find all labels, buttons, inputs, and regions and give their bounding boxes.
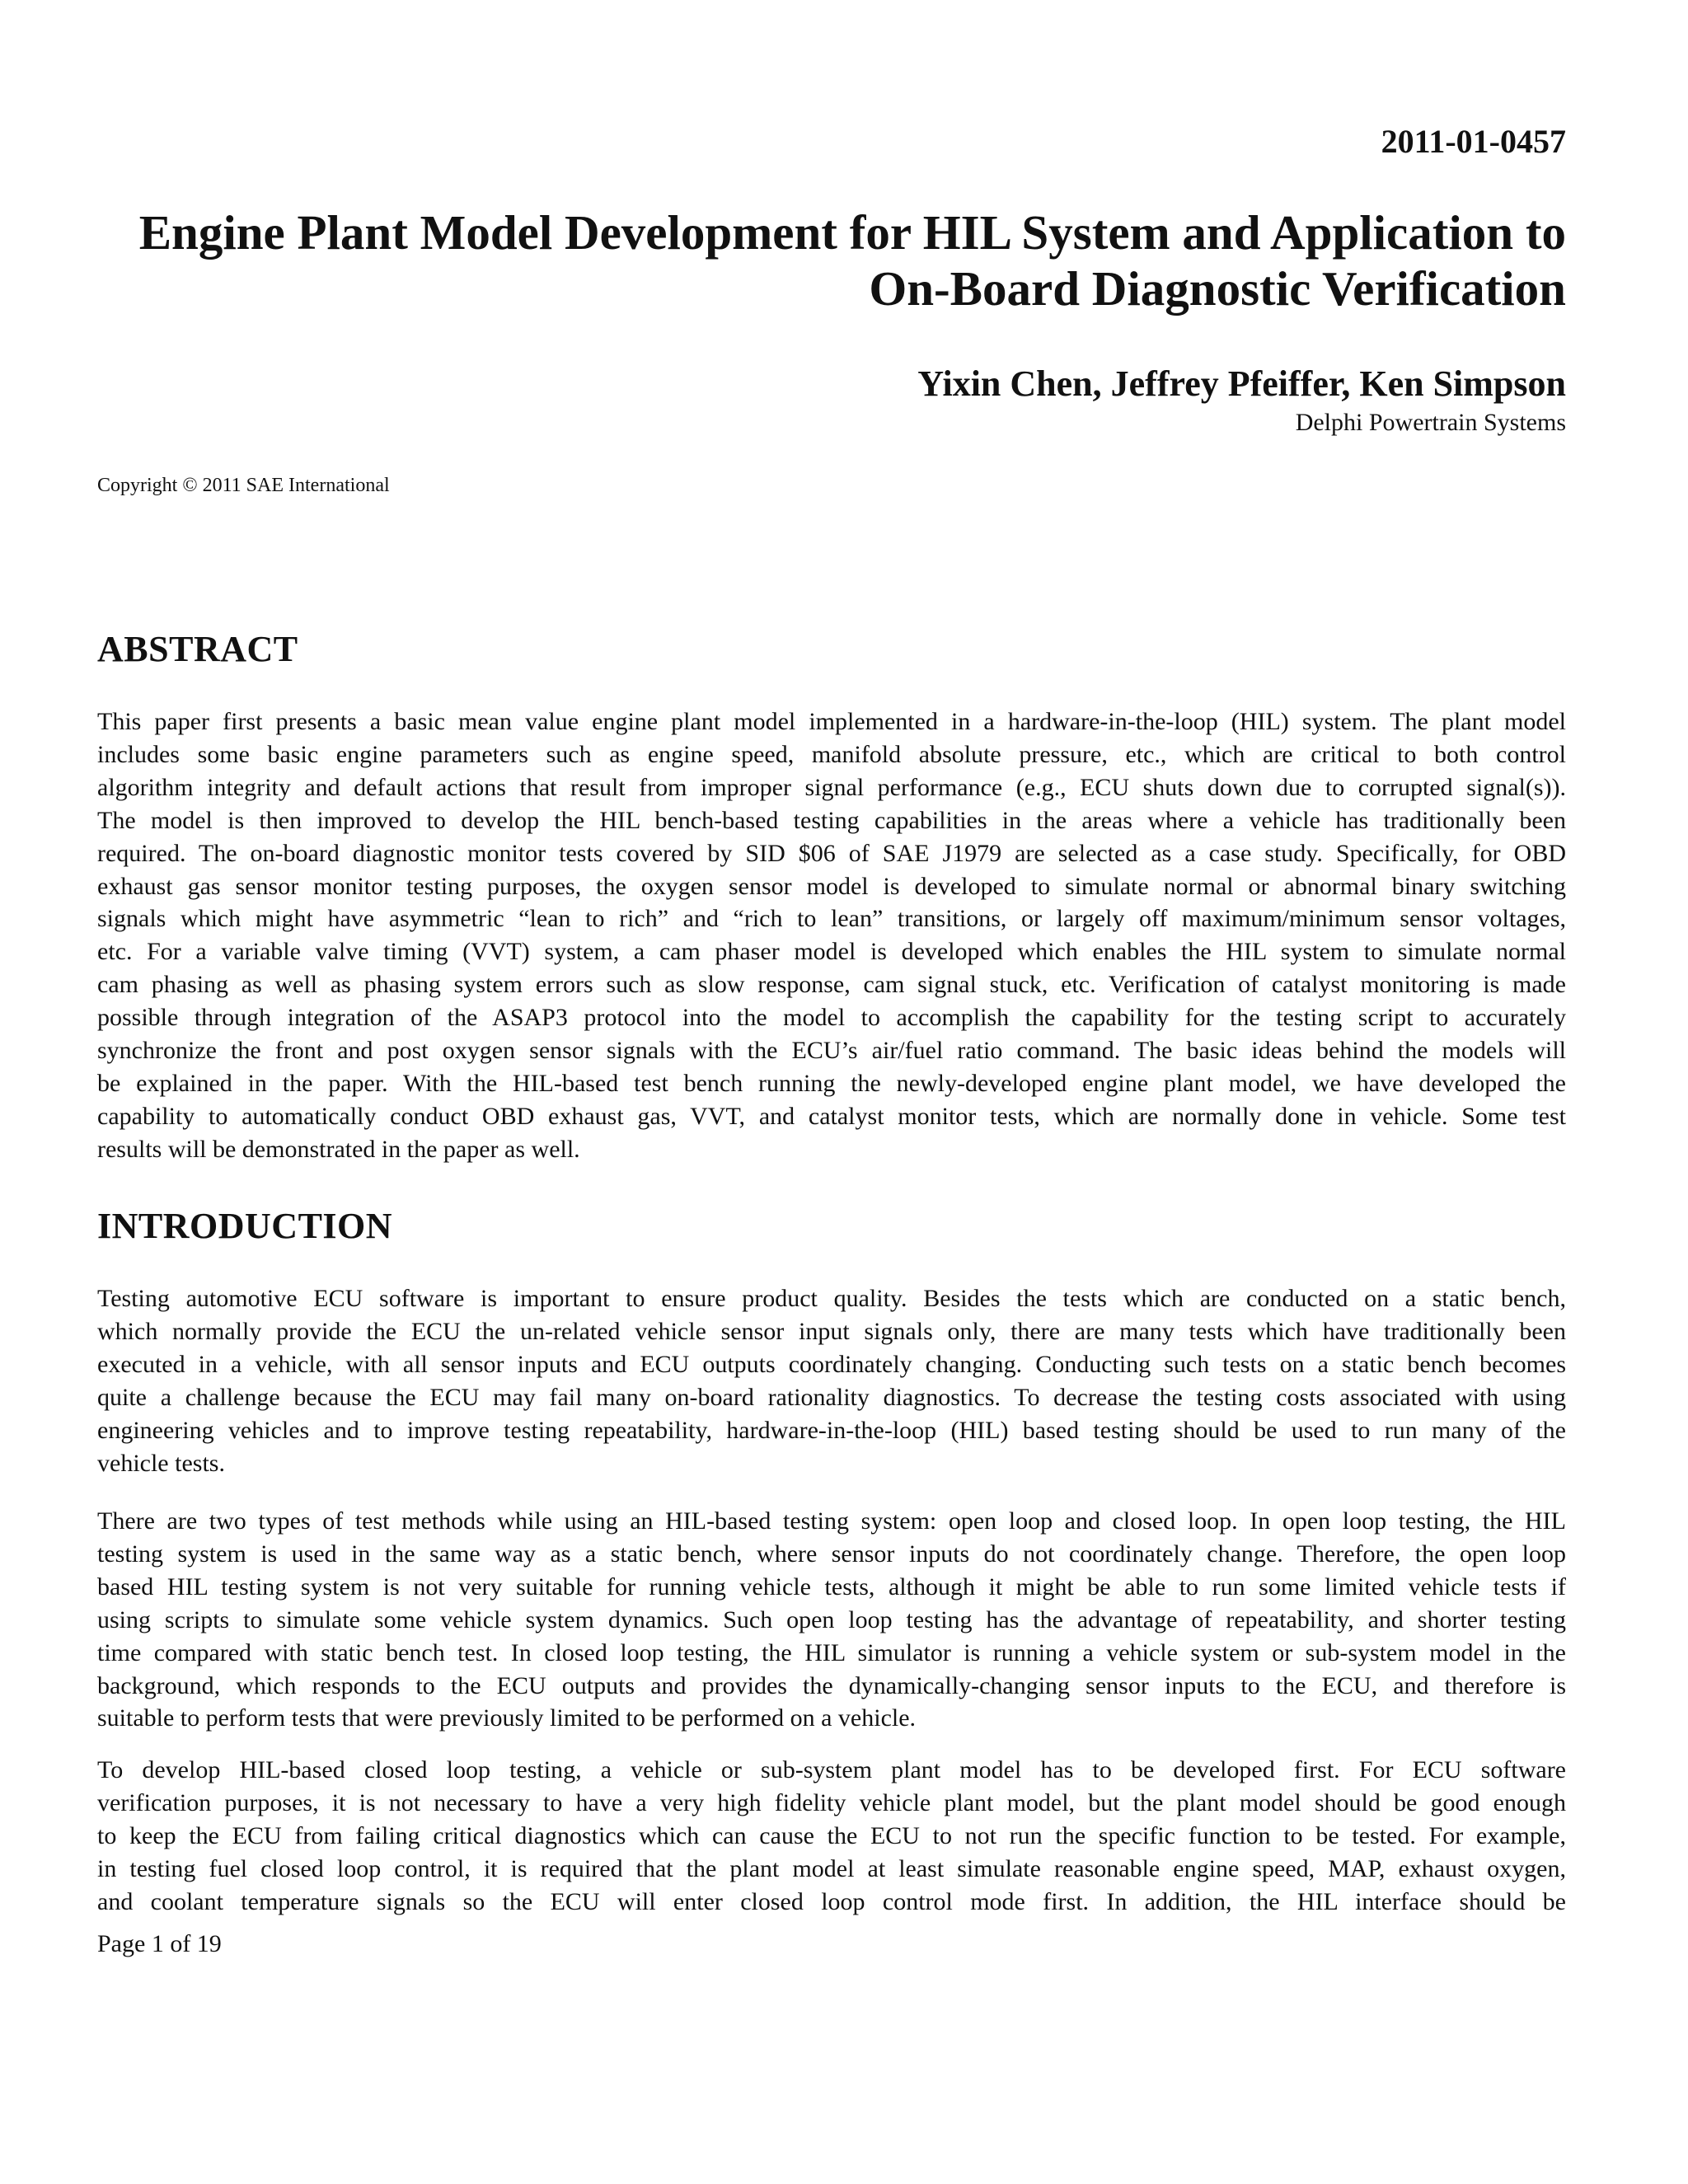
text-line: Testing automotive ECU software is important to ensure product quality. Besides the tests which are conducted on a static bench,: [97, 1285, 1566, 1312]
text-line: testing system is used in the same way as a static bench, where sensor inputs do not coordinately change. Therefore, the open loop: [97, 1540, 1566, 1568]
text-line: be explained in the paper. With the HIL-based test bench running the newly-developed engine plant model, we have developed the: [97, 1069, 1566, 1097]
copyright-notice: Copyright © 2011 SAE International: [97, 475, 390, 496]
text-line: exhaust gas sensor monitor testing purposes, the oxygen sensor model is developed to simulate normal or abnormal binary switching: [97, 872, 1566, 900]
title-line: On-Board Diagnostic Verification: [869, 261, 1566, 316]
page-number: Page 1 of 19: [97, 1930, 222, 1957]
text-line: This paper first presents a basic mean value engine plant model implemented in a hardware-in-the-loop (HIL) system. The plant model: [97, 708, 1566, 735]
text-line: background, which responds to the ECU outputs and provides the dynamically-changing sensor inputs to the ECU, and therefore is: [97, 1671, 1566, 1699]
text-line: includes some basic engine parameters such as engine speed, manifold absolute pressure, etc., which are critical to both control: [97, 740, 1566, 768]
text-line: suitable to perform tests that were previously limited to be performed on a vehicle.: [97, 1704, 917, 1732]
text-line: which normally provide the ECU the un-related vehicle sensor input signals only, there are many tests which have traditionally been: [97, 1317, 1566, 1345]
author-affiliation: Delphi Powertrain Systems: [1295, 409, 1566, 436]
text-line: results will be demonstrated in the paper as well.: [97, 1135, 580, 1163]
author-list: Yixin Chen, Jeffrey Pfeiffer, Ken Simpson: [917, 363, 1566, 404]
paper-title: [97, 204, 1566, 316]
text-line: to keep the ECU from failing critical diagnostics which can cause the ECU to not run the specific function to be tested. For example,: [97, 1821, 1566, 1849]
abstract-heading: ABSTRACT: [97, 629, 298, 669]
introduction-heading: INTRODUCTION: [97, 1206, 393, 1246]
text-line: time compared with static bench test. In closed loop testing, the HIL simulator is running a vehicle system or sub-system model in the: [97, 1638, 1566, 1666]
text-line: The model is then improved to develop the HIL bench-based testing capabilities in the areas where a vehicle has traditionally been: [97, 806, 1566, 834]
text-line: signals which might have asymmetric “lean to rich” and “rich to lean” transitions, or largely off maximum/minimum sensor voltages,: [97, 905, 1566, 933]
intro-paragraph-2: [97, 1505, 1566, 1735]
text-line: and coolant temperature signals so the ECU will enter closed loop control mode first. In addition, the HIL interface should be: [97, 1887, 1566, 1915]
text-line: executed in a vehicle, with all sensor inputs and ECU outputs coordinately changing. Conducting such tests on a static bench becomes: [97, 1350, 1566, 1378]
text-line: etc. For a variable valve timing (VVT) system, a cam phaser model is developed which enables the HIL system to simulate normal: [97, 938, 1566, 966]
text-line: required. The on-board diagnostic monitor tests covered by SID $06 of SAE J1979 are selected as a case study. Specifically, for OBD: [97, 839, 1566, 867]
title-line: Engine Plant Model Development for HIL System and Application to: [138, 205, 1566, 260]
text-line: engineering vehicles and to improve testing repeatability, hardware-in-the-loop (HIL) based testing should be used to run many of the: [97, 1416, 1566, 1444]
text-line: verification purposes, it is not necessary to have a very high fidelity vehicle plant model, but the plant model should be good enough: [97, 1788, 1566, 1816]
text-line: vehicle tests.: [97, 1449, 225, 1477]
paper-number: 2011-01-0457: [1381, 123, 1566, 160]
text-line: based HIL testing system is not very suitable for running vehicle tests, although it might be able to run some limited vehicle tests if: [97, 1572, 1566, 1601]
text-line: quite a challenge because the ECU may fail many on-board rationality diagnostics. To decrease the testing costs associated with using: [97, 1383, 1566, 1411]
intro-paragraph-1: [97, 1282, 1566, 1479]
text-line: capability to automatically conduct OBD exhaust gas, VVT, and catalyst monitor tests, which are normally done in vehicle. Some test: [97, 1102, 1566, 1130]
text-line: cam phasing as well as phasing system errors such as slow response, cam signal stuck, etc. Verification of catalyst monitoring is made: [97, 971, 1566, 999]
text-line: possible through integration of the ASAP3 protocol into the model to accomplish the capability for the testing script to accurately: [97, 1004, 1566, 1032]
text-line: To develop HIL-based closed loop testing, a vehicle or sub-system plant model has to be developed first. For ECU software: [97, 1756, 1566, 1783]
text-line: using scripts to simulate some vehicle system dynamics. Such open loop testing has the advantage of repeatability, and shorter testing: [97, 1605, 1566, 1633]
text-line: in testing fuel closed loop control, it is required that the plant model at least simulate reasonable engine speed, MAP, exhaust oxygen,: [97, 1854, 1566, 1882]
text-line: There are two types of test methods while using an HIL-based testing system: open loop and closed loop. In open loop testing, the HIL: [97, 1507, 1566, 1535]
abstract-paragraph: [97, 705, 1566, 1166]
intro-paragraph-3: [97, 1754, 1566, 1919]
text-line: algorithm integrity and default actions that result from improper signal performance (e.g., ECU shuts down due to corrupted signal(s)).: [97, 773, 1566, 801]
text-line: synchronize the front and post oxygen sensor signals with the ECU’s air/fuel ratio command. The basic ideas behind the models will: [97, 1037, 1566, 1065]
